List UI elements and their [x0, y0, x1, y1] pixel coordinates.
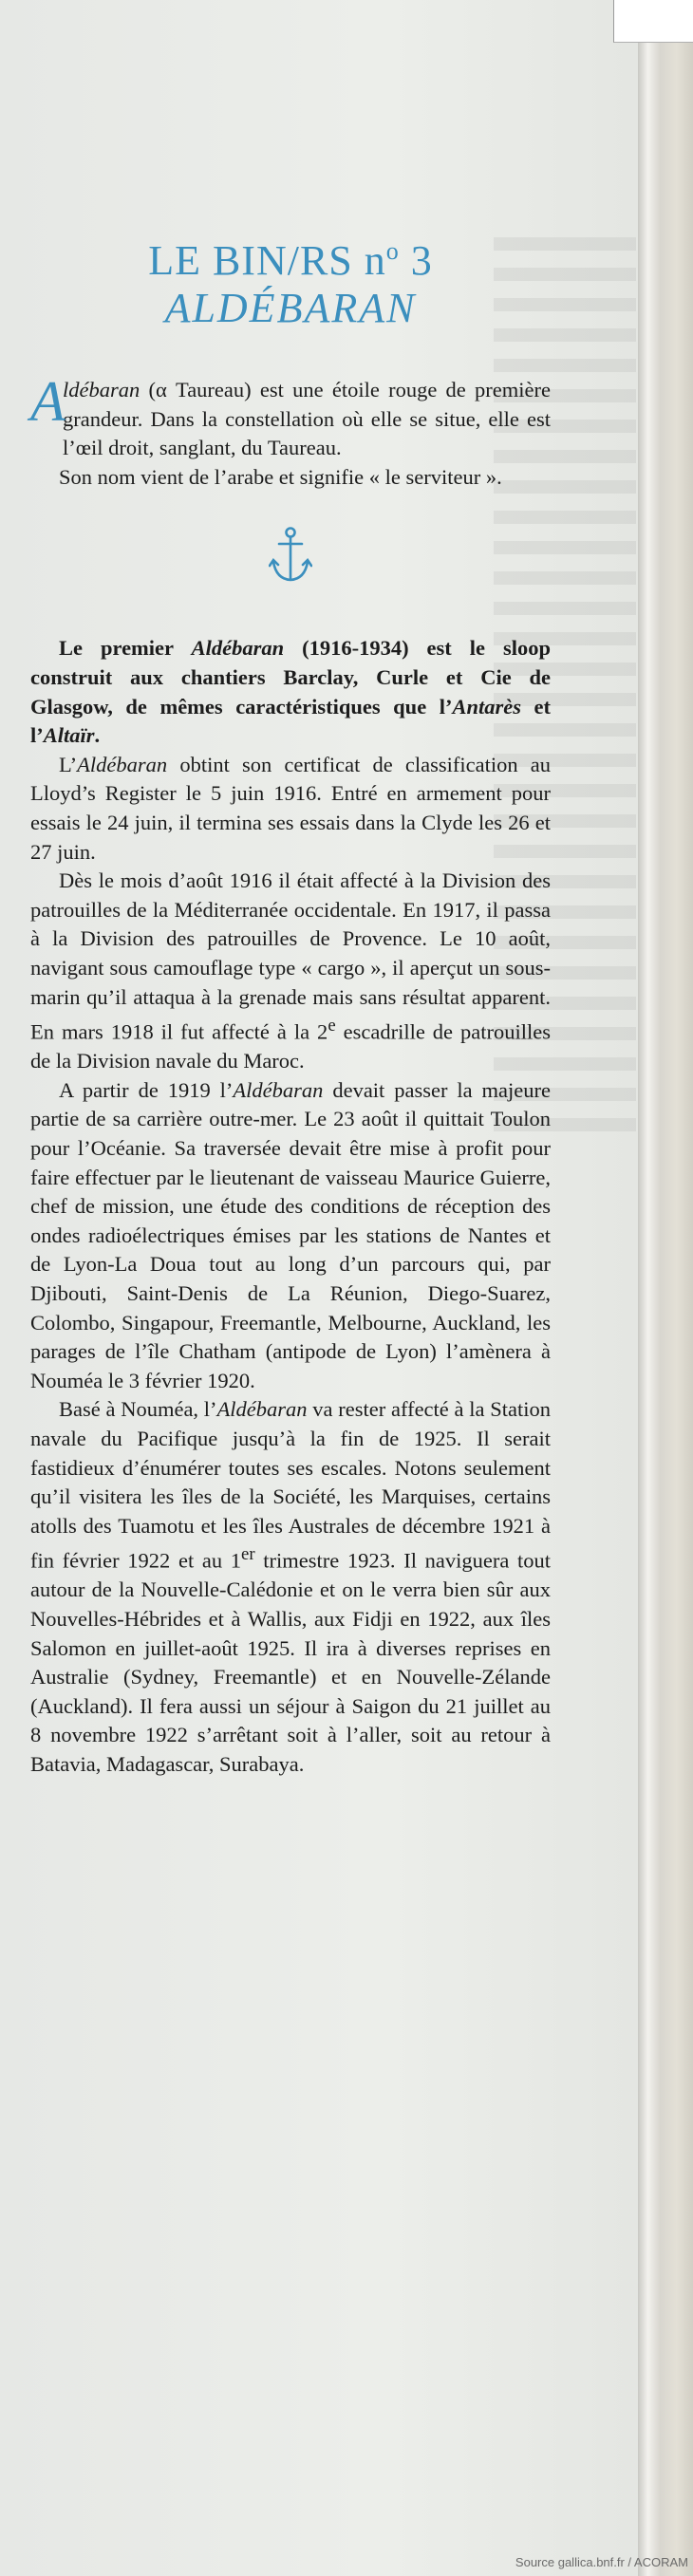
paragraph-certificat: L’Aldébaran obtint son certificat de classification au Lloyd’s Register le 5 juin 1916. Entré en armement pour essais le 24 juin, il termina ses essais dans la Clyde les 26 et 27 juin. [30, 752, 551, 864]
intro-paragraph-2: Son nom vient de l’arabe et signifie « le serviteur ». [59, 464, 502, 489]
paragraph-noumea: Basé à Nouméa, l’Aldébaran va rester affecté à la Station navale du Pacifique jusqu’à la fin de 1925. Il serait fastidieux d’énumérer toutes ses escales. Notons seulement qu’il visitera les îles de la Société, les Marquises, certains atolls des Tuamotu et les îles Australes de décembre 1921 à fin février 1922 et au 1er trimestre 1923. Il naviguera tout autour de la Nouvelle-Calédonie et on le verra bien sûr aux Nouvelles-Hébrides et à Wallis, aux Fidji en 1922, aux îles Salomon en juillet-août 1925. Il ira à diverses reprises en Australie (Sydney, Freemantle) et en Nouvelle-Zélande (Auckland). Il fera aussi un séjour à Saigon du 21 juillet au 8 novembre 1922 s’arrêtant soit à l’aller, soit au retour à Batavia, Madagascar, Surabaya. [30, 1397, 552, 1776]
article-title [30, 228, 551, 285]
article [30, 228, 551, 1780]
intro-paragraph [30, 370, 551, 463]
ornament [30, 526, 551, 585]
lead-paragraph: Le premier Aldébaran (1916-1934) est le sloop construit aux chantiers Barclay, Curle et Cie de Glasgow, de mêmes caractéristiques que l’Antarès et l’Altaïr. [30, 636, 551, 748]
drop-cap: A [30, 370, 66, 433]
title-line1: LE BIN/RS n [148, 237, 386, 284]
article-subtitle: ALDÉBARAN [164, 285, 417, 331]
title-number: 3 [399, 237, 433, 284]
title-sup: o [385, 237, 400, 265]
source-credit: Source gallica.bnf.fr / ACORAM [515, 2555, 688, 2569]
anchor-icon [269, 526, 312, 585]
next-page-corner [613, 0, 693, 43]
page-binding [638, 0, 693, 2576]
intro-text: ldébaran (α Taureau) est une étoile rouge de première grandeur. Dans la constellation où elle se situe, elle est l’œil droit, sanglant, du Taureau. [63, 378, 551, 460]
paragraph-1919: A partir de 1919 l’Aldébaran devait passer la majeure partie de sa carrière outre-mer. Le 23 août il quittait Toulon pour l’Océanie. Sa traversée devait être mise à profit pour faire effectuer par le lieutenant de vaisseau Maurice Guierre, chef de mission, une étude des conditions de réception des ondes radioélectriques émises par les stations de Nantes et de Lyon-La Doua tout au long d’un parcours qui, par Djibouti, Saint-Denis de La Réunion, Diego-Suarez, Colombo, Singapour, Freemantle, Melbourne, Auckland, les parages de l’île Chatham (antipode de Lyon) l’amènera à Nouméa le 3 février 1920. [30, 1077, 551, 1392]
paragraph-1916: Dès le mois d’août 1916 il était affecté à la Division des patrouilles de la Méditerranée occidentale. En 1917, il passa à la Division des patrouilles de Provence. Le 10 août, navigant sous camouflage type « cargo », il aperçut un sous-marin qu’il attaqua à la grenade mais sans résultat apparent. En mars 1918 il fut affecté à la 2e escadrille de patrouilles de la Division navale du Maroc. [30, 868, 551, 1073]
